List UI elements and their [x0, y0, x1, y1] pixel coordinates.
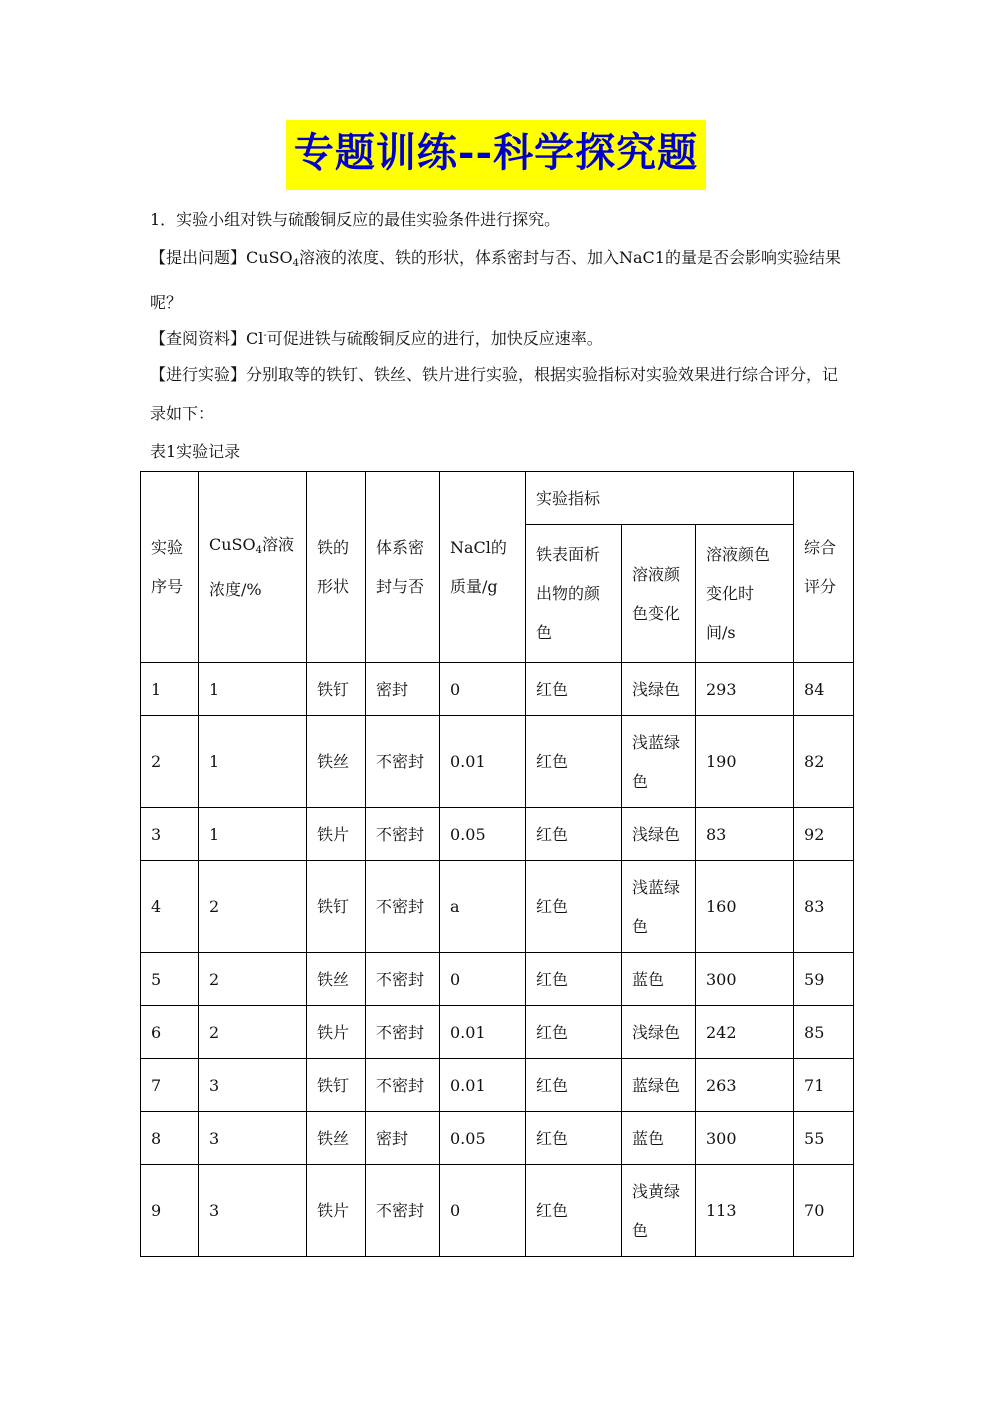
table-cell: 293 [696, 663, 794, 716]
header-color: 溶液颜色变化 [622, 525, 696, 663]
table-cell: 不密封 [366, 1059, 440, 1112]
table-cell: 铁丝 [307, 953, 366, 1006]
table-cell: 铁丝 [307, 1112, 366, 1165]
question-intro: 1．实验小组对铁与硫酸铜反应的最佳实验条件进行探究。 [150, 210, 561, 229]
table-cell: 3 [141, 808, 199, 861]
table-cell: 铁片 [307, 1006, 366, 1059]
info-bracket: 【查阅资料】 [150, 329, 247, 348]
table-cell: 红色 [526, 663, 622, 716]
table-cell: 蓝色 [622, 1112, 696, 1165]
header-no: 实验序号 [141, 472, 199, 663]
table-row [141, 808, 854, 861]
table-row [141, 663, 854, 716]
table-cell: 190 [696, 716, 794, 808]
table-cell: 55 [794, 1112, 854, 1165]
table-cell: 0.05 [440, 1112, 526, 1165]
table-cell: 0 [440, 663, 526, 716]
table-cell: 0 [440, 953, 526, 1006]
table-cell: 1 [199, 716, 307, 808]
header-conc-text: 溶液浓度/% [209, 535, 295, 599]
table-cell: 红色 [526, 1006, 622, 1059]
question-experiment [150, 355, 850, 433]
exp-bracket: 【进行实验】 [150, 365, 247, 384]
table-cell: 蓝色 [622, 953, 696, 1006]
table-cell: 83 [794, 861, 854, 953]
table-cell: 0.01 [440, 1006, 526, 1059]
table-row [141, 1059, 854, 1112]
table-cell: 84 [794, 663, 854, 716]
table-cell: 红色 [526, 808, 622, 861]
table-cell: 7 [141, 1059, 199, 1112]
header-concentration [199, 472, 307, 663]
table-cell: 2 [199, 1006, 307, 1059]
table-cell: 红色 [526, 716, 622, 808]
table-cell: 71 [794, 1059, 854, 1112]
table-cell: 83 [696, 808, 794, 861]
table-cell: 70 [794, 1165, 854, 1257]
table-cell: 9 [141, 1165, 199, 1257]
table-cell: 6 [141, 1006, 199, 1059]
table-cell: 2 [141, 716, 199, 808]
header-conc-subscript: 4 [255, 545, 262, 556]
table-cell: 密封 [366, 1112, 440, 1165]
table-cell: 113 [696, 1165, 794, 1257]
header-shape: 铁的形状 [307, 472, 366, 663]
ask-formula-subscript: 4 [292, 258, 300, 269]
table-cell: 160 [696, 861, 794, 953]
table-row [141, 953, 854, 1006]
title-wrap [0, 120, 992, 190]
table-cell: 不密封 [366, 1006, 440, 1059]
table-cell: 85 [794, 1006, 854, 1059]
table-cell: 0.05 [440, 808, 526, 861]
table-cell: 铁丝 [307, 716, 366, 808]
table-cell: 铁片 [307, 808, 366, 861]
info-text: 可促进铁与硫酸铜反应的进行，加快反应速率。 [266, 329, 603, 348]
table-cell: 铁片 [307, 1165, 366, 1257]
table-cell: 3 [199, 1059, 307, 1112]
table-row [141, 1112, 854, 1165]
table-cell: 不密封 [366, 716, 440, 808]
table-cell: 82 [794, 716, 854, 808]
table-cell: 密封 [366, 663, 440, 716]
header-time: 溶液颜色变化时间/s [696, 525, 794, 663]
ask-bracket: 【提出问题】 [150, 248, 247, 267]
question-ask [150, 238, 850, 322]
table-cell: 59 [794, 953, 854, 1006]
table-cell: 8 [141, 1112, 199, 1165]
table-cell: 2 [199, 953, 307, 1006]
table-cell: 红色 [526, 1112, 622, 1165]
info-ion-charge: - [263, 330, 267, 341]
table-cell: 浅黄绿色 [622, 1165, 696, 1257]
table-cell: 0.01 [440, 716, 526, 808]
table-cell: 0.01 [440, 1059, 526, 1112]
page-title: 专题训练--科学探究题 [286, 120, 706, 190]
table-cell: 92 [794, 808, 854, 861]
table-cell: 不密封 [366, 1165, 440, 1257]
table-cell: 铁钉 [307, 1059, 366, 1112]
table-caption: 表1实验记录 [150, 442, 241, 461]
table-cell: 300 [696, 953, 794, 1006]
header-seal: 体系密封与否 [366, 472, 440, 663]
table-row [141, 1006, 854, 1059]
header-conc-formula: CuSO [209, 535, 256, 554]
table-row [141, 861, 854, 953]
table-cell: 5 [141, 953, 199, 1006]
header-nacl: NaCl的质量/g [440, 472, 526, 663]
table-cell: 浅蓝绿色 [622, 716, 696, 808]
question-info [150, 316, 850, 358]
table-cell: 浅绿色 [622, 1006, 696, 1059]
table-cell: 263 [696, 1059, 794, 1112]
table-cell: 1 [199, 808, 307, 861]
table-cell: 铁钉 [307, 663, 366, 716]
table-cell: 3 [199, 1112, 307, 1165]
header-score: 综合评分 [794, 472, 854, 663]
header-surface: 铁表面析出物的颜色 [526, 525, 622, 663]
table-cell: 不密封 [366, 808, 440, 861]
table-cell: 4 [141, 861, 199, 953]
table-cell: 浅绿色 [622, 663, 696, 716]
table-cell: 浅蓝绿色 [622, 861, 696, 953]
table-cell: 不密封 [366, 861, 440, 953]
table-cell: 0 [440, 1165, 526, 1257]
exp-text: 分别取等的铁钉、铁丝、铁片进行实验，根据实验指标对实验效果进行综合评分，记录如下： [150, 365, 839, 423]
ask-text: 溶液的浓度、铁的形状，体系密封与否、加入NaC1的量是否会影响实验结果呢？ [150, 248, 841, 312]
table-cell: 3 [199, 1165, 307, 1257]
table-cell: 1 [141, 663, 199, 716]
table-cell: 红色 [526, 861, 622, 953]
table-cell: 242 [696, 1006, 794, 1059]
table-cell: a [440, 861, 526, 953]
table-row [141, 716, 854, 808]
table-cell: 蓝绿色 [622, 1059, 696, 1112]
table-cell: 不密封 [366, 953, 440, 1006]
table-row [141, 1165, 854, 1257]
table-cell: 300 [696, 1112, 794, 1165]
table-cell: 铁钉 [307, 861, 366, 953]
experiment-table [140, 471, 854, 1257]
info-ion: Cl [246, 329, 264, 348]
table-cell: 红色 [526, 1059, 622, 1112]
table-cell: 浅绿色 [622, 808, 696, 861]
table-cell: 红色 [526, 953, 622, 1006]
header-index: 实验指标 [526, 472, 794, 525]
ask-formula: CuSO [246, 248, 293, 267]
table-cell: 1 [199, 663, 307, 716]
table-cell: 红色 [526, 1165, 622, 1257]
table-cell: 2 [199, 861, 307, 953]
